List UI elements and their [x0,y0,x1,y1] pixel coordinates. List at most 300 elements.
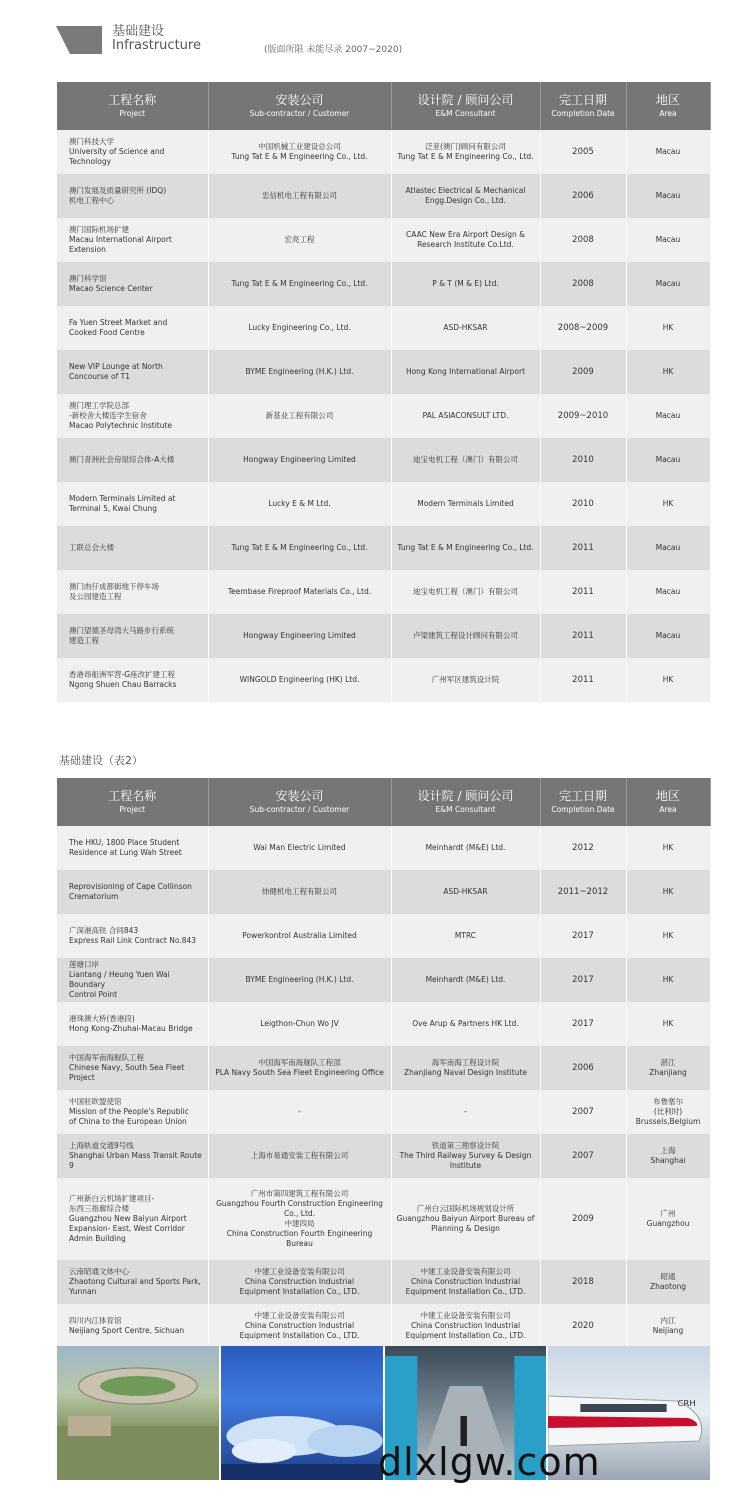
column-header-zh: 完工日期 [558,789,607,803]
project-cell-line: 广深港高铁 合同843 [69,926,139,935]
consultant-cell-line: - [464,1107,467,1116]
column-header [57,778,208,826]
consultant-cell-line: ASD-HKSAR [443,323,488,332]
consultant-cell [391,306,540,350]
contractor-cell [208,482,391,526]
project-cell-line: Control Point [69,990,118,999]
date-cell: 2017 [540,958,626,1002]
consultant-cell-line: CAAC New Era Airport Design & [406,230,525,239]
consultant-cell [391,1178,540,1260]
column-header-en: Area [659,109,677,118]
consultant-cell-line: ASD-HKSAR [443,887,488,896]
consultant-cell [391,438,540,482]
column-header-zh: 地区 [655,93,680,107]
column-header-en: Completion Date [551,109,615,118]
consultant-cell-line: 广州白云国际机场规划设计所 [416,1204,515,1213]
project-cell-line: -新校舍大楼连学生宿舍 [69,411,147,420]
project-cell [57,1304,208,1348]
area-cell-line: Macau [655,191,681,200]
table-row [57,174,710,218]
consultant-cell-line: 广州军区建筑设计院 [431,675,500,684]
contractor-cell [208,1090,391,1134]
area-cell-line: HK [662,499,674,508]
project-cell-line: 莲塘口岸 [69,960,99,969]
contractor-cell-line: Leigthon-Chun Wo JV [260,1019,339,1028]
area-cell [626,130,710,174]
contractor-cell [208,1260,391,1304]
area-cell [626,658,710,702]
contractor-cell-line: Lucky E & M Ltd. [268,499,331,508]
date-cell: 2018 [540,1260,626,1304]
consultant-cell-line: 泛亚(澳门)顾问有限公司 [425,142,506,151]
date-cell: 2005 [540,130,626,174]
area-cell [626,218,710,262]
project-cell-line: 广州新白云机场扩建项目- [69,1194,155,1203]
contractor-cell-line: Guangzhou Fourth Construction Engineering Co., Ltd. [216,1199,383,1218]
table-row [57,262,710,306]
area-cell-line: HK [662,843,674,852]
project-cell-line: Terminal 5, Kwai Chung [69,504,157,513]
consultant-cell [391,570,540,614]
contractor-cell-line: Wai Man Electric Limited [253,843,346,852]
project-cell-line: University of Science and Technology [69,147,165,166]
table-row [57,1260,710,1304]
date-cell: 2011 [540,570,626,614]
project-cell-line: Macao Polytechnic Institute [69,421,173,430]
table-row [57,130,710,174]
area-cell [626,1046,710,1090]
contractor-cell [208,870,391,914]
area-cell-line: Shanghai [650,1156,686,1165]
consultant-cell-line: The Third Railway Survey & Design Institute [399,1151,532,1170]
logo-shape-icon [56,26,102,54]
infrastructure-table-1 [57,82,711,702]
contractor-cell-line: 中国海军南海舰队工程部 [258,1058,341,1067]
consultant-cell [391,482,540,526]
infrastructure-table-2 [57,778,711,1348]
consultant-cell-line: 迪宝电机工程（澳门）有限公司 [413,455,518,464]
date-cell: 2017 [540,914,626,958]
area-cell [626,570,710,614]
column-header-en: Sub-contractor / Customer [249,109,350,118]
project-cell [57,526,208,570]
column-header-zh: 设计院 / 顾问公司 [417,789,514,803]
project-cell-line: 上海轨道交通9号线 [69,1141,134,1150]
project-cell [57,614,208,658]
column-header-zh: 工程名称 [108,789,157,803]
area-cell-line: HK [662,975,674,984]
table-row [57,350,710,394]
date-cell: 2011 [540,614,626,658]
project-cell [57,482,208,526]
project-cell [57,262,208,306]
project-cell-line: 澳门科技大学 [69,137,114,146]
consultant-cell-line: Guangzhou Baiyun Airport Bureau of Planning & Design [396,1214,535,1233]
section-note: (版面所限 未能尽录 2007~2020) [264,45,403,55]
contractor-cell [208,1134,391,1178]
project-cell-line: Reprovisioning of Cape Collinson [69,882,192,891]
contractor-cell [208,614,391,658]
contractor-cell [208,1178,391,1260]
date-cell: 2008~2009 [540,306,626,350]
project-cell-line: 港珠澳大桥(香港段) [69,1014,135,1023]
contractor-cell [208,526,391,570]
consultant-cell-line: 铁道第三勘察设计院 [431,1141,500,1150]
project-cell-line: New VIP Lounge at North [69,362,163,371]
contractor-cell-line: 中建工业设备安装有限公司 [254,1267,345,1276]
consultant-cell-line: Equipment Installation Co., LTD. [405,1331,526,1340]
area-cell [626,958,710,1002]
project-cell-line: 澳门青洲社会房屋综合体-A大楼 [69,455,175,464]
area-cell [626,614,710,658]
project-cell-line: 澳门望德圣母湾大马路步行系统 [69,626,174,635]
project-cell-line: Express Rail Link Contract No.843 [69,936,197,945]
contractor-cell [208,1304,391,1348]
watermark: dlxlgw.com [378,1440,601,1484]
area-cell [626,262,710,306]
date-cell: 2011 [540,526,626,570]
project-cell-line: Chinese Navy, South Sea Fleet Project [69,1063,185,1082]
stadium-photo [57,1346,219,1480]
area-cell [626,1178,710,1260]
consultant-cell [391,826,540,870]
area-cell-line: 上海 [660,1146,676,1155]
column-header-en: Project [119,109,146,118]
area-cell-line: (比利时) [653,1107,683,1116]
column-header [57,82,208,130]
project-cell-line: Zhaotong Cultural and Sports Park, Yunnan [69,1277,201,1296]
date-cell: 2011 [540,658,626,702]
project-cell [57,1178,208,1260]
area-cell [626,174,710,218]
date-cell: 2008 [540,262,626,306]
project-cell-line: Fa Yuen Street Market and [69,318,168,327]
date-cell: 2009~2010 [540,394,626,438]
area-cell-line: 布鲁塞尔 [653,1097,683,1106]
table-row [57,526,710,570]
project-cell-line: Admin Building [69,1234,126,1243]
table-row [57,394,710,438]
consultant-cell [391,130,540,174]
contractor-cell [208,826,391,870]
date-cell: 2017 [540,1002,626,1046]
project-cell-line: Cooked Food Centre [69,328,145,337]
dome-arena-photo [221,1346,383,1480]
project-cell [57,350,208,394]
date-cell: 2009 [540,1178,626,1260]
area-cell [626,826,710,870]
column-header [626,778,710,826]
area-cell [626,1304,710,1348]
area-cell-line: 内江 [660,1316,676,1325]
consultant-cell-line: PAL ASIACONSULT LTD. [422,411,509,420]
project-cell [57,826,208,870]
project-cell-line: Shanghai Urban Mass Transit Route 9 [69,1151,202,1170]
column-header-en: Area [659,805,677,814]
contractor-cell-line: BYME Engineering (H.K.) Ltd. [245,975,354,984]
contractor-cell [208,658,391,702]
date-cell: 2020 [540,1304,626,1348]
contractor-cell-line: Teembase Fireproof Materials Co., Ltd. [227,587,372,596]
date-cell: 2009 [540,350,626,394]
column-header [540,82,626,130]
project-cell-line: 香港昂船洲军营-G座改扩建工程 [69,670,176,679]
project-cell-line: The HKU, 1800 Place Student [69,838,180,847]
contractor-cell-line: 忠信机电工程有限公司 [262,191,337,200]
contractor-cell-line: 广州市第四建筑工程有限公司 [250,1189,349,1198]
area-cell [626,1134,710,1178]
contractor-cell [208,262,391,306]
column-header-zh: 安装公司 [275,93,324,107]
contractor-cell-line: 中建工业设备安装有限公司 [254,1311,345,1320]
area-cell-line: Macau [655,543,681,552]
contractor-cell-line: Lucky Engineering Co., Ltd. [248,323,351,332]
table-row [57,1134,710,1178]
area-cell [626,526,710,570]
date-cell: 2008 [540,218,626,262]
project-cell [57,1260,208,1304]
contractor-cell [208,130,391,174]
project-cell-line: Expansion- East, West Corridor [69,1224,185,1233]
column-header-zh: 设计院 / 顾问公司 [417,93,514,107]
consultant-cell-line: Research Institute Co.Ltd. [417,240,514,249]
contractor-cell-line: WINGOLD Engineering (HK) Ltd. [239,675,360,684]
table-row [57,658,710,702]
contractor-cell-line: 新基业工程有限公司 [265,411,334,420]
consultant-cell [391,1260,540,1304]
area-cell [626,306,710,350]
project-cell [57,658,208,702]
area-cell-line: HK [662,1019,674,1028]
area-cell [626,482,710,526]
table-row [57,1304,710,1348]
project-cell-line: 中国驻欧盟使馆 [69,1097,122,1106]
table-row [57,218,710,262]
consultant-cell-line: Hong Kong International Airport [405,367,526,376]
contractor-cell [208,438,391,482]
consultant-cell [391,914,540,958]
contractor-cell-line: China Construction Industrial [244,1277,355,1286]
contractor-cell [208,218,391,262]
table-row [57,1046,710,1090]
area-cell [626,870,710,914]
table-row [57,306,710,350]
area-cell [626,1260,710,1304]
project-cell [57,218,208,262]
table-row [57,870,710,914]
section-title-en: Infrastructure [112,38,201,53]
project-cell [57,438,208,482]
contractor-cell-line: Hongway Engineering Limited [243,631,356,640]
consultant-cell-line: Meinhardt (M&E) Ltd. [425,843,506,852]
project-cell-line: 澳门国际机场扩建 [69,225,129,234]
date-cell: 2007 [540,1134,626,1178]
table-header-row [57,778,710,826]
table-row [57,482,710,526]
project-cell-line: 及公园建造工程 [69,592,122,601]
area-cell-line: 湛江 [660,1058,676,1067]
date-cell: 2007 [540,1090,626,1134]
consultant-cell [391,526,540,570]
train-label: CRH [677,1398,697,1408]
project-cell [57,1090,208,1134]
table-row [57,1090,710,1134]
contractor-cell [208,914,391,958]
consultant-cell-line: 海军南海工程设计院 [431,1058,500,1067]
consultant-cell [391,262,540,306]
page-header [56,20,556,60]
project-cell-line: 澳门理工学院总部 [69,401,129,410]
date-cell: 2012 [540,826,626,870]
contractor-cell-line: BYME Engineering (H.K.) Ltd. [245,367,354,376]
column-header [208,778,391,826]
consultant-cell-line: 卢梁建筑工程设计顾问有限公司 [413,631,518,640]
contractor-cell-line: Powerkontrol Australia Limited [242,931,357,940]
table-row [57,570,710,614]
project-cell-line: Macao Science Center [69,284,153,293]
column-header-en: E&M Consultant [435,109,496,118]
project-cell-line: Concourse of T1 [69,372,130,381]
date-cell: 2010 [540,438,626,482]
consultant-cell [391,1134,540,1178]
project-cell-line: Guangzhou New Baiyun Airport [69,1214,187,1223]
project-cell-line: 云南昭通文体中心 [69,1267,129,1276]
table-body [57,130,710,702]
project-cell-line: 工联总会大楼 [69,543,114,552]
contractor-cell [208,1002,391,1046]
project-cell-line: 东西三指廊综合楼 [69,1204,129,1213]
column-header-zh: 工程名称 [108,93,157,107]
contractor-cell [208,306,391,350]
area-cell-line: 广州 [660,1209,676,1218]
area-cell-line: Macau [655,411,681,420]
contractor-cell [208,350,391,394]
consultant-cell-line: Meinhardt (M&E) Ltd. [425,975,506,984]
project-cell [57,174,208,218]
column-header-en: Sub-contractor / Customer [249,805,350,814]
area-cell-line: HK [662,367,674,376]
column-header-en: Completion Date [551,805,615,814]
table-header-row [57,82,710,130]
contractor-cell-line: China Construction Industrial [244,1321,355,1330]
project-cell [57,870,208,914]
project-cell-line: 四川内江体育馆 [69,1316,122,1325]
project-cell-line: Neijiang Sport Centre, Sichuan [69,1326,185,1335]
date-cell: 2006 [540,174,626,218]
project-cell-line: Liantang / Heung Yuen Wai Boundary [69,970,170,989]
area-cell-line: Zhaotong [649,1282,687,1291]
consultant-cell-line: 迪宝电机工程（澳门）有限公司 [413,587,518,596]
contractor-cell [208,174,391,218]
project-cell-line: Residence at Lung Wah Street [69,848,182,857]
section-title-zh: 基础建设 [112,24,165,39]
project-cell-line: Ngong Shuen Chau Barracks [69,680,177,689]
consultant-cell [391,1002,540,1046]
consultant-cell [391,614,540,658]
consultant-cell [391,218,540,262]
project-cell-line: Macau International Airport Extension [69,235,172,254]
consultant-cell [391,958,540,1002]
area-cell-line: Macau [655,631,681,640]
project-cell [57,958,208,1002]
table-row [57,1002,710,1046]
column-header [626,82,710,130]
consultant-cell-line: China Construction Industrial [410,1321,521,1330]
area-cell-line: HK [662,675,674,684]
project-cell [57,306,208,350]
project-cell-line: 中国海军南海舰队工程 [69,1053,144,1062]
consultant-cell [391,1304,540,1348]
consultant-cell-line: Engg.Design Co., Ltd. [425,196,506,205]
project-cell-line: Mission of the People's Republic [69,1107,189,1116]
project-cell [57,1046,208,1090]
contractor-cell-line: - [298,1107,301,1116]
column-header [208,82,391,130]
project-cell-line: 澳门凼仔成都街地下停车场 [69,582,159,591]
consultant-cell-line: 中建工业设备安装有限公司 [420,1267,511,1276]
contractor-cell-line: PLA Navy South Sea Fleet Engineering Office [215,1068,384,1077]
column-header [540,778,626,826]
area-cell-line: Guangzhou [646,1219,690,1228]
column-header [391,82,540,130]
contractor-cell-line: 中国机械工业建设总公司 [258,142,341,151]
area-cell-line: Macau [655,147,681,156]
contractor-cell-line: Tung Tat E & M Engineering Co., Ltd. [231,543,368,552]
consultant-cell-line: Ove Arup & Partners HK Ltd. [412,1019,519,1028]
contractor-cell [208,394,391,438]
project-cell [57,1134,208,1178]
area-cell [626,438,710,482]
consultant-cell-line: MTRC [454,931,477,940]
consultant-cell [391,1046,540,1090]
contractor-cell-line: 上海市易通安装工程有限公司 [250,1151,349,1160]
date-cell: 2010 [540,482,626,526]
consultant-cell [391,174,540,218]
column-header [391,778,540,826]
consultant-cell [391,870,540,914]
contractor-cell-line: Tung Tat E & M Engineering Co., Ltd. [231,279,368,288]
area-cell-line: HK [662,887,674,896]
contractor-cell-line: Tung Tat E & M Engineering Co., Ltd. [231,152,368,161]
date-cell: 2006 [540,1046,626,1090]
contractor-cell [208,958,391,1002]
consultant-cell [391,350,540,394]
area-cell [626,394,710,438]
column-header-zh: 完工日期 [558,93,607,107]
contractor-cell-line: Equipment Installation Co., LTD. [239,1287,360,1296]
project-cell-line: 澳门科学馆 [69,274,107,283]
area-cell-line: Zhanjiang [649,1068,687,1077]
project-cell-line: of China to the European Union [69,1117,187,1126]
project-cell-line: 机电工程中心 [69,196,114,205]
consultant-cell-line: Tung Tat E & M Engineering Co., Ltd. [397,543,534,552]
consultant-cell [391,1090,540,1134]
consultant-cell-line: Equipment Installation Co., LTD. [405,1287,526,1296]
project-cell [57,394,208,438]
project-cell [57,1002,208,1046]
area-cell [626,914,710,958]
column-header-en: E&M Consultant [435,805,496,814]
project-cell-line: Modern Terminals Limited at [69,494,176,503]
consultant-cell-line: China Construction Industrial [410,1277,521,1286]
contractor-cell-line: Hongway Engineering Limited [243,455,356,464]
area-cell [626,1002,710,1046]
column-header-en: Project [119,805,146,814]
area-cell-line: HK [662,931,674,940]
consultant-cell-line: Zhanjiang Naval Design Institute [403,1068,528,1077]
project-cell [57,914,208,958]
contractor-cell [208,570,391,614]
